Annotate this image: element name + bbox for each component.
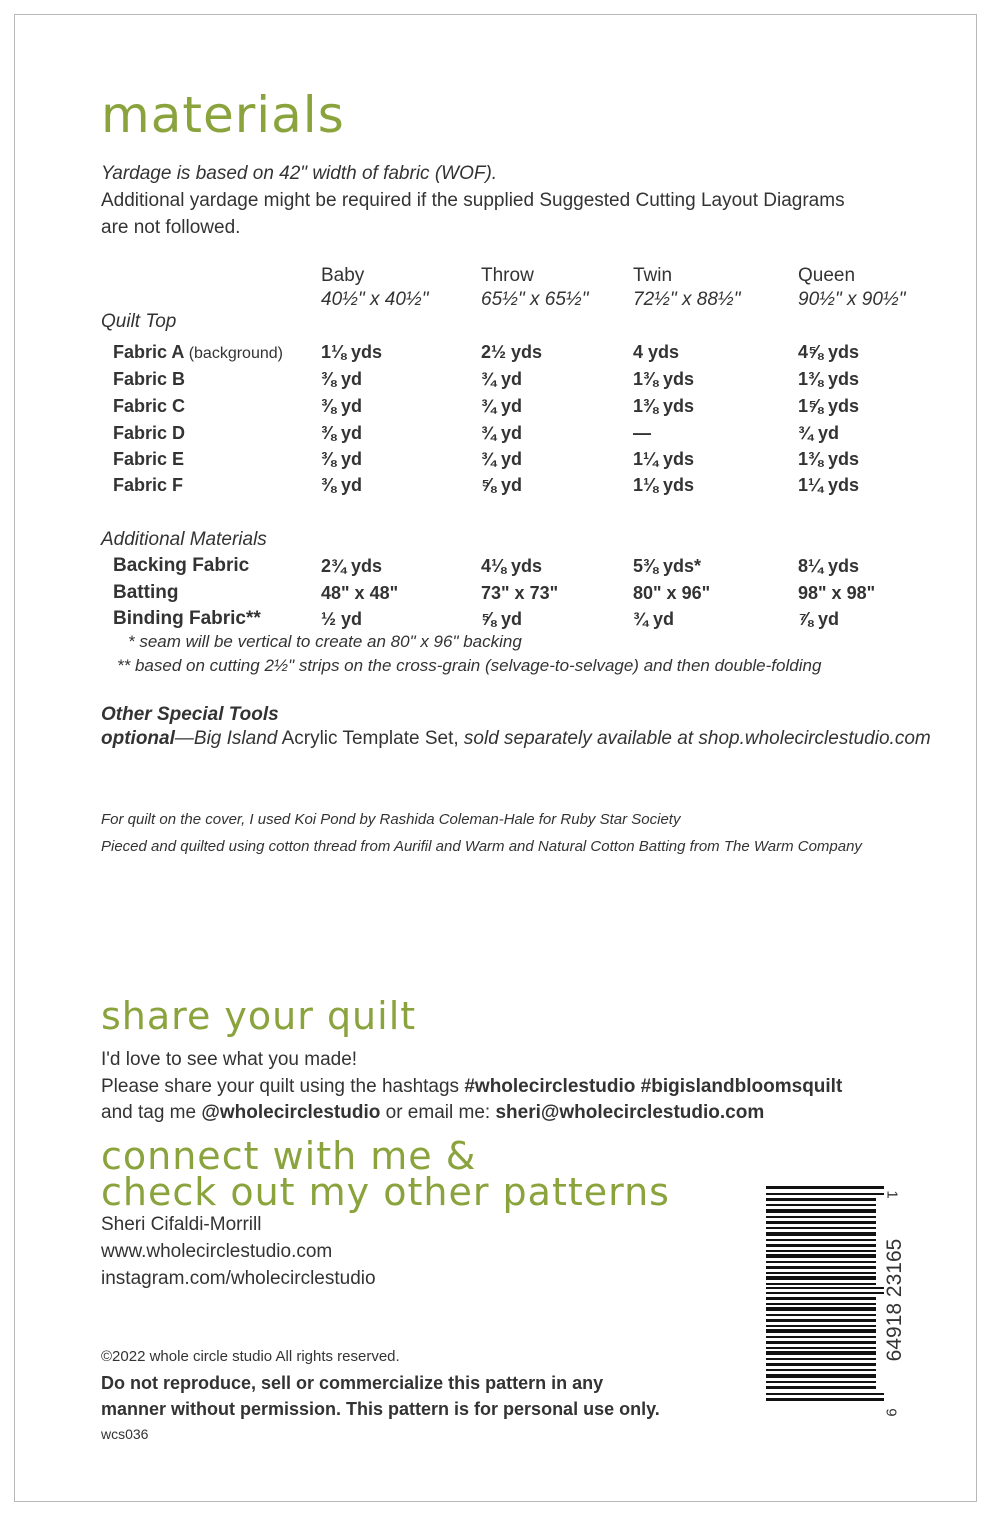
table-cell: ⅜ yd <box>321 396 363 416</box>
fabric-a-label: Fabric A (background) <box>113 342 283 362</box>
table-cell: 4⅝ yds <box>798 342 860 362</box>
table-cell: ¾ yd <box>481 449 523 469</box>
hashtags: #wholecirclestudio #bigislandbloomsquilt <box>464 1076 843 1097</box>
backing-fabric-label: Backing Fabric <box>113 555 250 576</box>
yardage-note: Yardage is based on 42" width of fabric (WOF). <box>101 163 498 184</box>
table-cell: 98" x 98" <box>798 583 876 603</box>
additional-note-line-1: Additional yardage might be required if the supplied Suggested Cutting Layout Diagrams <box>101 190 845 211</box>
table-cell: ⅝ yd <box>481 475 523 495</box>
size-header-baby <box>321 264 429 312</box>
table-cell: 5⅜ yds* <box>633 556 702 576</box>
connect-heading <box>101 1134 670 1214</box>
table-cell: 2½ yds <box>481 342 543 362</box>
table-cell: 1¼ yds <box>798 475 860 495</box>
binding-fabric-label: Binding Fabric** <box>113 608 261 629</box>
table-cell: 4 yds <box>633 342 680 362</box>
table-cell: 73" x 73" <box>481 583 559 603</box>
share-heading: share your quilt <box>101 994 417 1038</box>
size-header-queen <box>798 264 906 312</box>
size-dims: 72½" x 88½" <box>633 289 741 310</box>
table-cell: 1⅜ yds <box>798 369 860 389</box>
barcode-digits <box>882 1192 912 1422</box>
fabric-b-label: Fabric B <box>113 369 186 389</box>
materials-heading: materials <box>101 86 345 144</box>
table-cell: ⅜ yd <box>321 449 363 469</box>
legal-notice-line-1: Do not reproduce, sell or commercialize this pattern in any <box>101 1373 604 1393</box>
quilting-credit: Pieced and quilted using cotton thread from Aurifil and Warm and Natural Cotton Batting from The Warm Company <box>101 838 862 855</box>
barcode-digit-right: 1 <box>883 1190 901 1199</box>
barcode-digit-left: 6 <box>883 1408 901 1417</box>
size-name: Twin <box>633 265 673 286</box>
connect-heading-line-1: connect with me & <box>101 1134 477 1178</box>
footnote-backing: * seam will be vertical to create an 80" x 96" backing <box>128 632 522 651</box>
copyright: ©2022 whole circle studio All rights reserved. <box>101 1348 400 1365</box>
table-cell: 1⅝ yds <box>798 396 860 416</box>
table-cell: 1⅜ yds <box>798 449 860 469</box>
quilt-top-label: Quilt Top <box>101 311 177 332</box>
pattern-code: wcs036 <box>101 1426 149 1442</box>
fabric-e-label: Fabric E <box>113 449 185 469</box>
share-line-1: I'd love to see what you made! <box>101 1049 358 1070</box>
website-link[interactable]: www.wholecirclestudio.com <box>101 1241 333 1262</box>
batting-label: Batting <box>113 582 179 603</box>
designer-name: Sheri Cifaldi-Morrill <box>101 1214 262 1235</box>
table-cell: ¾ yd <box>481 396 523 416</box>
table-cell: ¾ yd <box>633 609 675 629</box>
table-cell: 2¾ yds <box>321 556 383 576</box>
table-cell: 1⅜ yds <box>633 396 695 416</box>
size-dims: 90½" x 90½" <box>798 289 906 310</box>
table-cell: 1⅜ yds <box>633 369 695 389</box>
size-header-throw <box>481 264 589 312</box>
other-tools-line: optional—Big Island Acrylic Template Set, sold separately available at shop.wholecirclestudio.com <box>101 728 931 749</box>
size-name: Throw <box>481 265 534 286</box>
instagram-handle: @wholecirclestudio <box>201 1102 381 1123</box>
table-cell: ⅜ yd <box>321 369 363 389</box>
instagram-link[interactable]: instagram.com/wholecirclestudio <box>101 1268 376 1289</box>
legal-notice-line-2: manner without permission. This pattern is for personal use only. <box>101 1399 660 1419</box>
size-name: Queen <box>798 265 856 286</box>
fabric-c-label: Fabric C <box>113 396 186 416</box>
table-cell: ⅝ yd <box>481 609 523 629</box>
share-line-3: and tag me @wholecirclestudio or email me: sheri@wholecirclestudio.com <box>101 1102 765 1123</box>
fabric-d-label: Fabric D <box>113 423 186 443</box>
additional-note-line-2: are not followed. <box>101 217 241 238</box>
table-cell: ¾ yd <box>798 423 840 443</box>
table-cell: — <box>633 423 651 443</box>
footnote-binding: ** based on cutting 2½" strips on the cross-grain (selvage-to-selvage) and then double-folding <box>117 656 822 675</box>
table-cell: 48" x 48" <box>321 583 399 603</box>
size-dims: 65½" x 65½" <box>481 289 589 310</box>
size-header-twin <box>633 264 741 312</box>
additional-materials-label: Additional Materials <box>101 529 267 550</box>
table-cell: 8¼ yds <box>798 556 860 576</box>
table-cell: ¾ yd <box>481 423 523 443</box>
table-cell: 1⅛ yds <box>633 475 695 495</box>
table-cell: ½ yd <box>321 609 363 629</box>
cover-fabric-credit: For quilt on the cover, I used Koi Pond by Rashida Coleman-Hale for Ruby Star Society <box>101 811 681 828</box>
size-name: Baby <box>321 265 365 286</box>
table-cell: ⅞ yd <box>798 609 840 629</box>
size-dims: 40½" x 40½" <box>321 289 429 310</box>
table-cell: 1¼ yds <box>633 449 695 469</box>
fabric-f-label: Fabric F <box>113 475 184 495</box>
share-line-2: Please share your quilt using the hashtags #wholecirclestudio #bigislandbloomsquilt <box>101 1076 843 1097</box>
barcode-bars <box>766 1186 884 1403</box>
table-cell: 1⅛ yds <box>321 342 383 362</box>
table-cell: 80" x 96" <box>633 583 711 603</box>
barcode-digits-main: 64918 23165 <box>883 1238 906 1362</box>
table-cell: 4⅛ yds <box>481 556 543 576</box>
email-address[interactable]: sheri@wholecirclestudio.com <box>495 1102 765 1123</box>
fabric-a-note: (background) <box>188 345 283 362</box>
barcode <box>766 1186 884 1403</box>
other-tools-label: Other Special Tools <box>101 704 279 725</box>
table-cell: ⅜ yd <box>321 423 363 443</box>
table-cell: ⅜ yd <box>321 475 363 495</box>
table-cell: ¾ yd <box>481 369 523 389</box>
connect-heading-line-2: check out my other patterns <box>101 1170 670 1214</box>
